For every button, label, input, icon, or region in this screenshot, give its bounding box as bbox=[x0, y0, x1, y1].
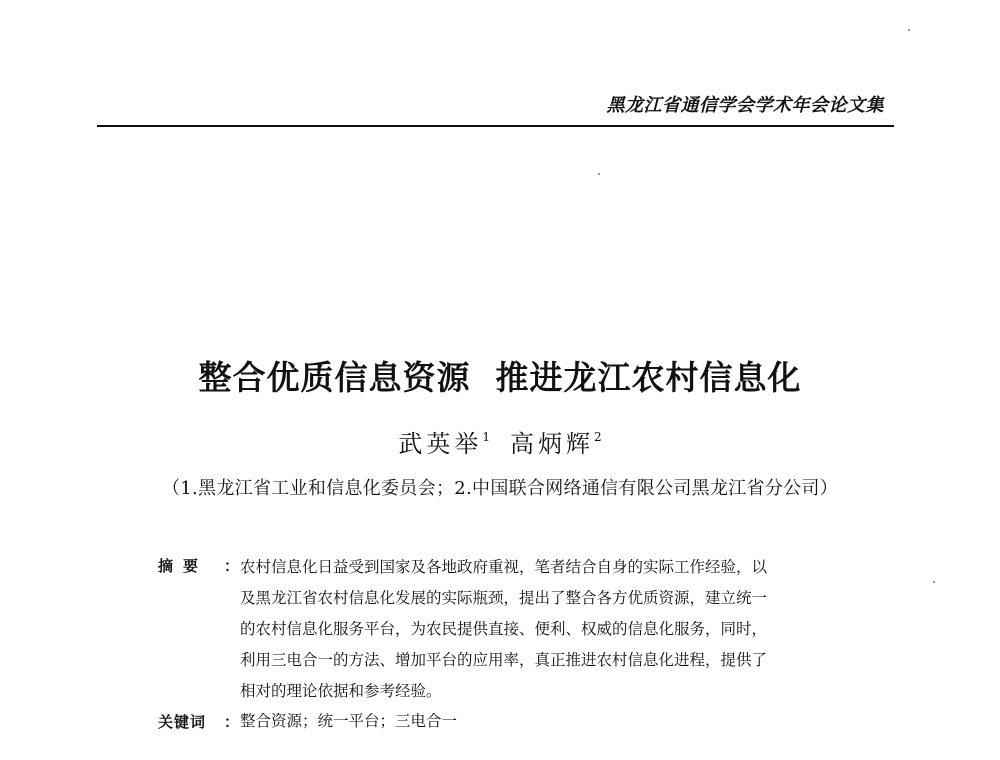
abstract-line: 农村信息化日益受到国家及各地政府重视，笔者结合自身的实际工作经验，以 bbox=[240, 558, 768, 576]
paper-title: 整合优质信息资源 推进龙江农村信息化 bbox=[198, 358, 802, 398]
scan-speck bbox=[908, 29, 910, 31]
author-line bbox=[0, 424, 1000, 459]
abstract-line: 利用三电合一的方法、增加平台的应用率，真正推进农村信息化进程，提供了 bbox=[240, 651, 768, 669]
running-head: 黑龙江省通信学会学术年会论文集 bbox=[606, 95, 884, 116]
abstract-line: 相对的理论依据和参考经验。 bbox=[240, 682, 442, 700]
keywords-body: 整合资源；统一平台；三电合一 bbox=[240, 712, 458, 730]
keywords-colon: ： bbox=[224, 713, 240, 731]
abstract-body bbox=[240, 552, 840, 707]
author-affiliation-mark: 1 bbox=[482, 430, 490, 444]
scan-speck bbox=[933, 581, 935, 583]
author-name: 武英举 bbox=[398, 430, 483, 458]
scan-speck bbox=[598, 173, 600, 175]
keywords-label: 关键词 bbox=[158, 713, 207, 731]
abstract-label: 摘要 bbox=[158, 557, 209, 575]
abstract-line: 及黑龙江省农村信息化发展的实际瓶颈，提出了整合各方优质资源，建立统一 bbox=[240, 589, 768, 607]
abstract-line: 的农村信息化服务平台，为农民提供直接、便利、权威的信息化服务，同时， bbox=[240, 620, 768, 638]
author-name: 高炳辉 bbox=[510, 430, 594, 458]
header-rule bbox=[97, 125, 894, 127]
author-affiliation-mark: 2 bbox=[594, 430, 602, 444]
abstract-colon: ： bbox=[224, 557, 240, 575]
affiliations: （1.黑龙江省工业和信息化委员会；2.中国联合网络通信有限公司黑龙江省分公司） bbox=[161, 478, 839, 499]
